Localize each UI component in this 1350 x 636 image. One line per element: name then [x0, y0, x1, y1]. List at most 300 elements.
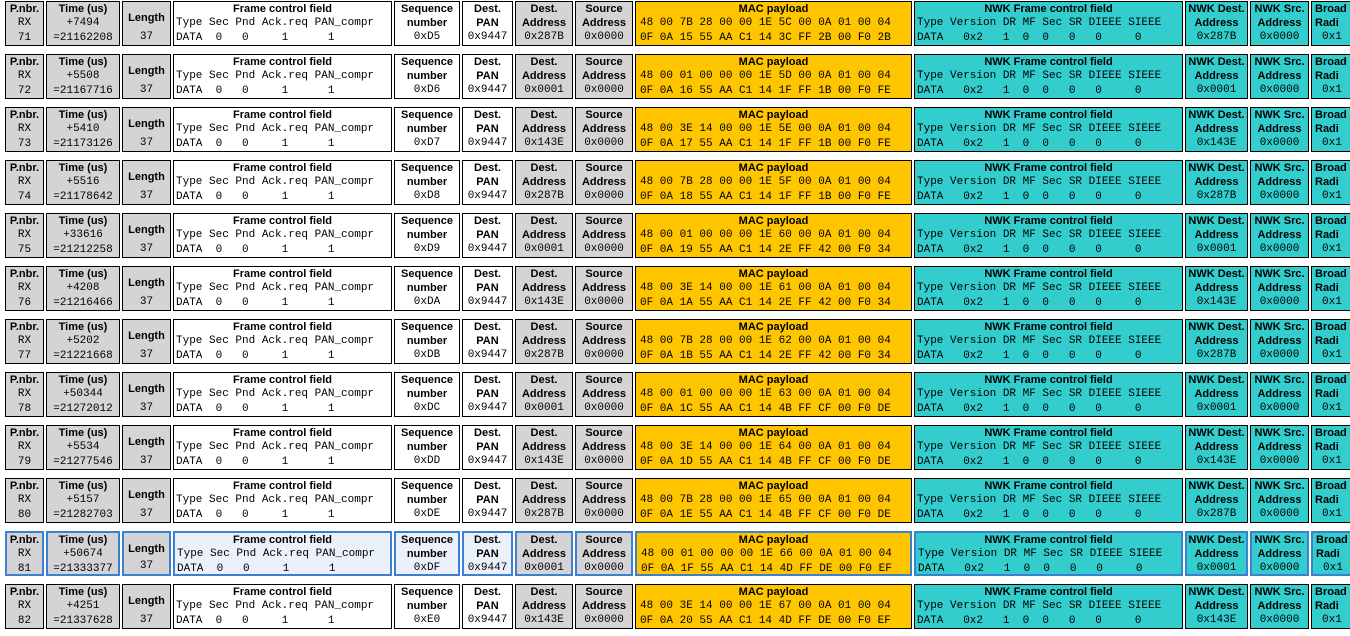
mac-payload-cell[interactable] — [635, 531, 912, 576]
dest-pan-header-line1: Dest. — [474, 427, 501, 439]
length-cell[interactable] — [122, 107, 171, 152]
source-address-cell[interactable] — [575, 54, 633, 99]
packet-number-cell[interactable] — [5, 478, 44, 523]
packet-row[interactable] — [0, 212, 1350, 265]
source-address: 0x0000 — [584, 243, 624, 255]
frame-control-labels: Type Sec Pnd Ack.req PAN_compr — [177, 548, 376, 560]
packet-direction: RX — [17, 229, 32, 241]
nwk-frame-control-field[interactable] — [914, 319, 1183, 364]
dest-address-cell[interactable] — [515, 213, 573, 258]
packet-number-cell[interactable] — [5, 584, 44, 629]
mac-payload-cell[interactable] — [635, 372, 912, 417]
packet-direction: RX — [17, 494, 32, 506]
nwk-dest-address: 0x0001 — [1196, 84, 1237, 96]
sequence-number-cell[interactable] — [394, 319, 460, 364]
broadcast-radius-cell[interactable] — [1311, 319, 1350, 364]
nwk-dest-header-line1: NWK Dest. — [1188, 586, 1245, 598]
packet-number-cell[interactable] — [5, 54, 44, 99]
frame-control-field[interactable] — [173, 478, 392, 523]
length-value: 37 — [139, 190, 154, 202]
sequence-number: 0xD6 — [413, 84, 441, 96]
source-address-cell[interactable] — [575, 160, 633, 205]
length-cell[interactable] — [122, 266, 171, 311]
source-address-header-line1: Source — [585, 215, 623, 227]
nwk-dest-address-cell[interactable] — [1185, 266, 1248, 311]
time-cell[interactable] — [46, 160, 120, 205]
frame-control-labels: Type Sec Pnd Ack.req PAN_compr — [176, 229, 375, 241]
mac-payload-line2: 0F 0A 1E 55 AA C1 14 4B FF CF 00 F0 DE — [640, 509, 891, 521]
nwk-frame-control-values: DATA 0x2 1 0 0 0 0 0 — [917, 350, 1142, 362]
nwk-src-header-line1: NWK Src. — [1254, 321, 1305, 333]
dest-address-cell[interactable] — [515, 584, 573, 629]
frame-control-labels: Type Sec Pnd Ack.req PAN_compr — [176, 600, 375, 612]
dest-pan: 0x9447 — [467, 455, 508, 467]
broadcast-radius-header-line2: Radi — [1315, 600, 1339, 612]
length-cell[interactable] — [122, 372, 171, 417]
broadcast-radius-cell[interactable] — [1311, 213, 1350, 258]
frame-control-labels: Type Sec Pnd Ack.req PAN_compr — [176, 494, 375, 506]
sequence-number-cell[interactable] — [394, 160, 460, 205]
nwk-frame-control-labels: Type Version DR MF Sec SR DIEEE SIEEE — [917, 335, 1162, 347]
sequence-number-cell[interactable] — [394, 372, 460, 417]
length-cell[interactable] — [122, 478, 171, 523]
mac-payload-header: MAC payload — [738, 268, 809, 280]
frame-control-field[interactable] — [173, 531, 392, 576]
frame-control-field[interactable] — [173, 107, 392, 152]
nwk-frame-control-field[interactable] — [914, 54, 1183, 99]
time-cell[interactable] — [46, 478, 120, 523]
frame-control-labels: Type Sec Pnd Ack.req PAN_compr — [176, 335, 375, 347]
mac-payload-header: MAC payload — [738, 427, 809, 439]
packet-row[interactable] — [0, 0, 1350, 53]
nwk-src-header-line2: Address — [1257, 176, 1302, 188]
dest-address-cell[interactable] — [515, 107, 573, 152]
dest-pan-cell[interactable] — [462, 478, 513, 523]
mac-payload-cell[interactable] — [635, 160, 912, 205]
nwk-dest-address: 0x143E — [1196, 455, 1237, 467]
time-cell[interactable] — [46, 266, 120, 311]
time-cell[interactable] — [46, 107, 120, 152]
nwk-dest-address-cell[interactable] — [1185, 1, 1248, 46]
packet-row[interactable] — [0, 53, 1350, 106]
length-cell[interactable] — [122, 160, 171, 205]
source-address-cell[interactable] — [575, 584, 633, 629]
nwk-dest-address-cell[interactable] — [1185, 160, 1248, 205]
nwk-frame-control-field[interactable] — [914, 1, 1183, 46]
nwk-frame-control-field[interactable] — [914, 372, 1183, 417]
mac-payload-cell[interactable] — [635, 584, 912, 629]
time-cell[interactable] — [46, 531, 120, 576]
mac-payload-cell[interactable] — [635, 213, 912, 258]
time-header: Time (us) — [58, 3, 108, 15]
length-cell[interactable] — [122, 213, 171, 258]
packet-number-cell[interactable] — [5, 1, 44, 46]
nwk-frame-control-labels: Type Version DR MF Sec SR DIEEE SIEEE — [917, 70, 1162, 82]
nwk-frame-control-header: NWK Frame control field — [984, 374, 1113, 386]
packet-row[interactable] — [0, 265, 1350, 318]
nwk-src-address-cell[interactable] — [1250, 107, 1309, 152]
nwk-dest-address: 0x287B — [1196, 508, 1237, 520]
sequence-number-cell[interactable] — [394, 266, 460, 311]
broadcast-radius-cell[interactable] — [1311, 478, 1350, 523]
time-delta: +5410 — [66, 123, 100, 135]
time-cell[interactable] — [46, 319, 120, 364]
nwk-frame-control-labels: Type Version DR MF Sec SR DIEEE SIEEE — [917, 176, 1162, 188]
frame-control-values: DATA 0 0 1 1 — [176, 456, 335, 468]
sequence-number-cell[interactable] — [394, 478, 460, 523]
nwk-src-address-cell[interactable] — [1250, 531, 1309, 576]
mac-payload-line2: 0F 0A 19 55 AA C1 14 2E FF 42 00 F0 34 — [640, 244, 891, 256]
dest-pan-cell[interactable] — [462, 107, 513, 152]
dest-address-header-line1: Dest. — [530, 480, 558, 492]
frame-control-field[interactable] — [173, 425, 392, 470]
source-address-cell[interactable] — [575, 531, 633, 576]
time-delta: +50344 — [63, 388, 103, 400]
length-value: 37 — [139, 508, 154, 520]
dest-address-cell[interactable] — [515, 266, 573, 311]
sequence-header-line1: Sequence — [401, 162, 453, 174]
time-absolute: =21221668 — [53, 350, 113, 362]
dest-pan-cell[interactable] — [462, 372, 513, 417]
source-address-header-line1: Source — [585, 162, 623, 174]
nwk-src-address-cell[interactable] — [1250, 584, 1309, 629]
mac-payload-header: MAC payload — [738, 534, 809, 546]
broadcast-radius-cell[interactable] — [1311, 1, 1350, 46]
broadcast-radius-cell[interactable] — [1311, 584, 1350, 629]
length-header: Length — [128, 330, 165, 342]
length-cell[interactable] — [122, 54, 171, 99]
sequence-header-line2: number — [406, 335, 448, 347]
nwk-frame-control-header: NWK Frame control field — [984, 3, 1113, 15]
nwk-dest-address-cell[interactable] — [1185, 584, 1248, 629]
nwk-frame-control-labels: Type Version DR MF Sec SR DIEEE SIEEE — [917, 282, 1162, 294]
nwk-src-address-cell[interactable] — [1250, 1, 1309, 46]
nwk-src-header-line1: NWK Src. — [1254, 3, 1305, 15]
source-address: 0x0000 — [584, 137, 624, 149]
packet-number-cell[interactable] — [5, 266, 44, 311]
nwk-src-address-cell[interactable] — [1250, 425, 1309, 470]
source-address-header-line2: Address — [581, 70, 627, 82]
frame-control-field[interactable] — [173, 54, 392, 99]
nwk-src-header-line1: NWK Src. — [1254, 268, 1305, 280]
frame-control-labels: Type Sec Pnd Ack.req PAN_compr — [176, 70, 375, 82]
dest-pan: 0x9447 — [467, 137, 508, 149]
source-address-cell[interactable] — [575, 107, 633, 152]
packet-row[interactable] — [0, 159, 1350, 212]
nwk-frame-control-header: NWK Frame control field — [984, 427, 1113, 439]
sequence-number-cell[interactable] — [394, 531, 460, 576]
nwk-dest-address-cell[interactable] — [1185, 372, 1248, 417]
nwk-frame-control-values: DATA 0x2 1 0 0 0 0 0 — [917, 244, 1142, 256]
frame-control-header: Frame control field — [232, 3, 333, 15]
broadcast-radius-cell[interactable] — [1311, 160, 1350, 205]
time-absolute: =21167716 — [53, 85, 113, 97]
nwk-src-address-cell[interactable] — [1250, 213, 1309, 258]
dest-pan-header-line2: PAN — [476, 282, 499, 294]
nwk-frame-control-field[interactable] — [914, 425, 1183, 470]
dest-pan-header-line1: Dest. — [474, 56, 501, 68]
frame-control-field[interactable] — [173, 213, 392, 258]
dest-address-header-line1: Dest. — [530, 162, 558, 174]
mac-payload-cell[interactable] — [635, 54, 912, 99]
nwk-frame-control-labels: Type Version DR MF Sec SR DIEEE SIEEE — [917, 17, 1162, 29]
broadcast-radius-header-line2: Radi — [1316, 548, 1340, 560]
length-header: Length — [128, 383, 165, 395]
nwk-src-address-cell[interactable] — [1250, 54, 1309, 99]
frame-control-values: DATA 0 0 1 1 — [176, 244, 335, 256]
dest-pan-cell[interactable] — [462, 266, 513, 311]
packet-row[interactable] — [0, 583, 1350, 636]
source-address-cell[interactable] — [575, 478, 633, 523]
nwk-dest-address-cell[interactable] — [1185, 319, 1248, 364]
mac-payload-line2: 0F 0A 1A 55 AA C1 14 2E FF 42 00 F0 34 — [640, 297, 891, 309]
time-cell[interactable] — [46, 1, 120, 46]
source-address-header-line1: Source — [585, 321, 623, 333]
time-absolute: =21162208 — [53, 32, 113, 44]
nwk-dest-address-cell[interactable] — [1185, 425, 1248, 470]
nwk-src-address-cell[interactable] — [1250, 372, 1309, 417]
packet-number-cell[interactable] — [5, 107, 44, 152]
mac-payload-cell[interactable] — [635, 425, 912, 470]
nwk-frame-control-labels: Type Version DR MF Sec SR DIEEE SIEEE — [917, 229, 1162, 241]
dest-pan-header-line2: PAN — [476, 70, 499, 82]
length-header: Length — [128, 224, 165, 236]
time-cell[interactable] — [46, 584, 120, 629]
nwk-frame-control-field[interactable] — [914, 531, 1183, 576]
mac-payload-cell[interactable] — [635, 266, 912, 311]
mac-payload-cell[interactable] — [635, 319, 912, 364]
dest-pan-cell[interactable] — [462, 531, 513, 576]
broadcast-radius-header-line2: Radi — [1315, 70, 1339, 82]
source-address-cell[interactable] — [575, 213, 633, 258]
source-address-cell[interactable] — [575, 1, 633, 46]
frame-control-field[interactable] — [173, 1, 392, 46]
dest-pan-header-line2: PAN — [476, 176, 499, 188]
dest-pan: 0x9447 — [467, 84, 508, 96]
nwk-dest-address-cell[interactable] — [1185, 107, 1248, 152]
sequence-number: 0xDF — [413, 562, 441, 574]
dest-pan-header-line1: Dest. — [474, 534, 501, 546]
dest-pan-cell[interactable] — [462, 319, 513, 364]
packet-number-cell[interactable] — [5, 213, 44, 258]
broadcast-radius-cell[interactable] — [1311, 372, 1350, 417]
packet-row[interactable] — [0, 106, 1350, 159]
source-address-cell[interactable] — [575, 266, 633, 311]
packet-number-cell[interactable] — [5, 160, 44, 205]
packet-number-header: P.nbr. — [9, 480, 40, 492]
packet-row[interactable] — [0, 530, 1350, 583]
nwk-dest-address-cell[interactable] — [1185, 478, 1248, 523]
dest-address-cell[interactable] — [515, 425, 573, 470]
source-address-cell[interactable] — [575, 319, 633, 364]
dest-pan: 0x9447 — [467, 190, 508, 202]
length-value: 37 — [139, 455, 154, 467]
sequence-number-cell[interactable] — [394, 584, 460, 629]
dest-address-cell[interactable] — [515, 372, 573, 417]
mac-payload-line2: 0F 0A 20 55 AA C1 14 4D FF DE 00 F0 EF — [640, 615, 891, 627]
broadcast-radius-cell[interactable] — [1311, 266, 1350, 311]
broadcast-radius-cell[interactable] — [1311, 54, 1350, 99]
packet-number-cell[interactable] — [5, 425, 44, 470]
mac-payload-line1: 48 00 7B 28 00 00 1E 5F 00 0A 01 00 04 — [640, 176, 891, 188]
nwk-dest-header-line1: NWK Dest. — [1188, 534, 1245, 546]
sequence-number-cell[interactable] — [394, 54, 460, 99]
dest-address-header-line1: Dest. — [530, 3, 558, 15]
broadcast-radius-header-line1: Broad — [1315, 56, 1347, 68]
dest-pan: 0x9447 — [467, 349, 508, 361]
frame-control-header: Frame control field — [232, 162, 333, 174]
sequence-number-cell[interactable] — [394, 213, 460, 258]
broadcast-radius-header-line2: Radi — [1315, 282, 1339, 294]
frame-control-field[interactable] — [173, 319, 392, 364]
source-address-header-line2: Address — [581, 123, 627, 135]
nwk-src-header-line1: NWK Src. — [1254, 534, 1305, 546]
dest-address-cell[interactable] — [515, 160, 573, 205]
length-cell[interactable] — [122, 1, 171, 46]
nwk-frame-control-field[interactable] — [914, 584, 1183, 629]
frame-control-field[interactable] — [173, 266, 392, 311]
nwk-src-address: 0x0000 — [1259, 243, 1300, 255]
nwk-dest-address-cell[interactable] — [1185, 531, 1248, 576]
nwk-frame-control-field[interactable] — [914, 107, 1183, 152]
nwk-dest-header-line2: Address — [1194, 441, 1239, 453]
nwk-dest-address-cell[interactable] — [1185, 213, 1248, 258]
packet-row[interactable] — [0, 371, 1350, 424]
broadcast-radius-cell[interactable] — [1311, 425, 1350, 470]
source-address-header-line1: Source — [585, 534, 623, 546]
nwk-frame-control-labels: Type Version DR MF Sec SR DIEEE SIEEE — [917, 388, 1162, 400]
dest-address-header-line1: Dest. — [530, 586, 558, 598]
frame-control-field[interactable] — [173, 584, 392, 629]
packet-row[interactable] — [0, 477, 1350, 530]
dest-address-cell[interactable] — [515, 319, 573, 364]
dest-address-header-line2: Address — [521, 17, 567, 29]
packet-number-header: P.nbr. — [9, 162, 40, 174]
nwk-src-address: 0x0000 — [1259, 190, 1300, 202]
frame-control-header: Frame control field — [232, 215, 333, 227]
source-address-header-line2: Address — [581, 548, 627, 560]
dest-address-header-line1: Dest. — [530, 109, 558, 121]
sequence-header-line1: Sequence — [401, 215, 453, 227]
mac-payload-line2: 0F 0A 16 55 AA C1 14 1F FF 1B 00 F0 FE — [640, 85, 891, 97]
source-address: 0x0000 — [584, 349, 624, 361]
time-delta: +4251 — [66, 600, 100, 612]
dest-pan-cell[interactable] — [462, 584, 513, 629]
length-value: 37 — [139, 349, 154, 361]
time-cell[interactable] — [46, 372, 120, 417]
nwk-src-address-cell[interactable] — [1250, 266, 1309, 311]
dest-pan-cell[interactable] — [462, 160, 513, 205]
packet-number: 71 — [17, 32, 32, 44]
dest-pan-header-line1: Dest. — [474, 215, 501, 227]
packet-number-cell[interactable] — [5, 372, 44, 417]
mac-payload-cell[interactable] — [635, 478, 912, 523]
packet-direction: RX — [17, 17, 32, 29]
nwk-dest-header-line1: NWK Dest. — [1188, 374, 1245, 386]
nwk-src-address-cell[interactable] — [1250, 478, 1309, 523]
nwk-src-header-line2: Address — [1257, 70, 1302, 82]
nwk-src-address-cell[interactable] — [1250, 319, 1309, 364]
sequence-header-line1: Sequence — [401, 268, 453, 280]
frame-control-field[interactable] — [173, 160, 392, 205]
dest-address-cell[interactable] — [515, 531, 573, 576]
packet-direction: RX — [17, 548, 32, 560]
dest-pan-cell[interactable] — [462, 213, 513, 258]
length-cell[interactable] — [122, 425, 171, 470]
mac-payload-header: MAC payload — [738, 109, 809, 121]
packet-row[interactable] — [0, 318, 1350, 371]
length-cell[interactable] — [122, 319, 171, 364]
packet-number-cell[interactable] — [5, 531, 44, 576]
nwk-frame-control-field[interactable] — [914, 266, 1183, 311]
frame-control-field[interactable] — [173, 372, 392, 417]
frame-control-values: DATA 0 0 1 1 — [176, 509, 335, 521]
nwk-dest-address-cell[interactable] — [1185, 54, 1248, 99]
time-delta: +7494 — [66, 17, 100, 29]
sequence-header-line2: number — [406, 494, 448, 506]
sequence-header-line1: Sequence — [401, 56, 453, 68]
broadcast-radius-cell[interactable] — [1311, 531, 1350, 576]
length-cell[interactable] — [122, 531, 171, 576]
nwk-frame-control-field[interactable] — [914, 478, 1183, 523]
frame-control-header: Frame control field — [232, 56, 333, 68]
packet-number-header: P.nbr. — [9, 586, 40, 598]
sequence-number-cell[interactable] — [394, 425, 460, 470]
mac-payload-line1: 48 00 3E 14 00 00 1E 5E 00 0A 01 00 04 — [640, 123, 891, 135]
nwk-frame-control-field[interactable] — [914, 160, 1183, 205]
dest-pan-header-line1: Dest. — [474, 162, 501, 174]
mac-payload-cell[interactable] — [635, 1, 912, 46]
dest-address-cell[interactable] — [515, 54, 573, 99]
dest-pan-header-line1: Dest. — [474, 480, 501, 492]
time-cell[interactable] — [46, 425, 120, 470]
dest-pan-cell[interactable] — [462, 54, 513, 99]
mac-payload-cell[interactable] — [635, 107, 912, 152]
dest-pan-cell[interactable] — [462, 425, 513, 470]
packet-row[interactable] — [0, 424, 1350, 477]
time-cell[interactable] — [46, 213, 120, 258]
source-address-cell[interactable] — [575, 372, 633, 417]
time-delta: +50674 — [63, 548, 103, 560]
dest-pan-cell[interactable] — [462, 1, 513, 46]
sequence-number-cell[interactable] — [394, 107, 460, 152]
broadcast-radius-cell[interactable] — [1311, 107, 1350, 152]
dest-pan-header-line2: PAN — [476, 600, 499, 612]
broadcast-radius: 0x1 — [1322, 137, 1342, 149]
source-address-header-line1: Source — [585, 586, 623, 598]
nwk-frame-control-labels: Type Version DR MF Sec SR DIEEE SIEEE — [917, 600, 1162, 612]
time-cell[interactable] — [46, 54, 120, 99]
mac-payload-line1: 48 00 01 00 00 00 1E 66 00 0A 01 00 04 — [641, 548, 892, 560]
dest-address-cell[interactable] — [515, 1, 573, 46]
dest-address-cell[interactable] — [515, 478, 573, 523]
nwk-dest-address: 0x0001 — [1196, 243, 1237, 255]
nwk-src-address-cell[interactable] — [1250, 160, 1309, 205]
frame-control-values: DATA 0 0 1 1 — [176, 85, 335, 97]
nwk-src-header-line2: Address — [1257, 17, 1302, 29]
source-address-cell[interactable] — [575, 425, 633, 470]
length-cell[interactable] — [122, 584, 171, 629]
nwk-src-header-line1: NWK Src. — [1254, 586, 1305, 598]
broadcast-radius-header-line2: Radi — [1315, 17, 1339, 29]
broadcast-radius: 0x1 — [1323, 562, 1343, 574]
time-absolute: =21178642 — [53, 191, 113, 203]
sequence-number-cell[interactable] — [394, 1, 460, 46]
nwk-frame-control-field[interactable] — [914, 213, 1183, 258]
packet-number-cell[interactable] — [5, 319, 44, 364]
nwk-dest-header-line1: NWK Dest. — [1188, 56, 1245, 68]
frame-control-values: DATA 0 0 1 1 — [176, 32, 335, 44]
